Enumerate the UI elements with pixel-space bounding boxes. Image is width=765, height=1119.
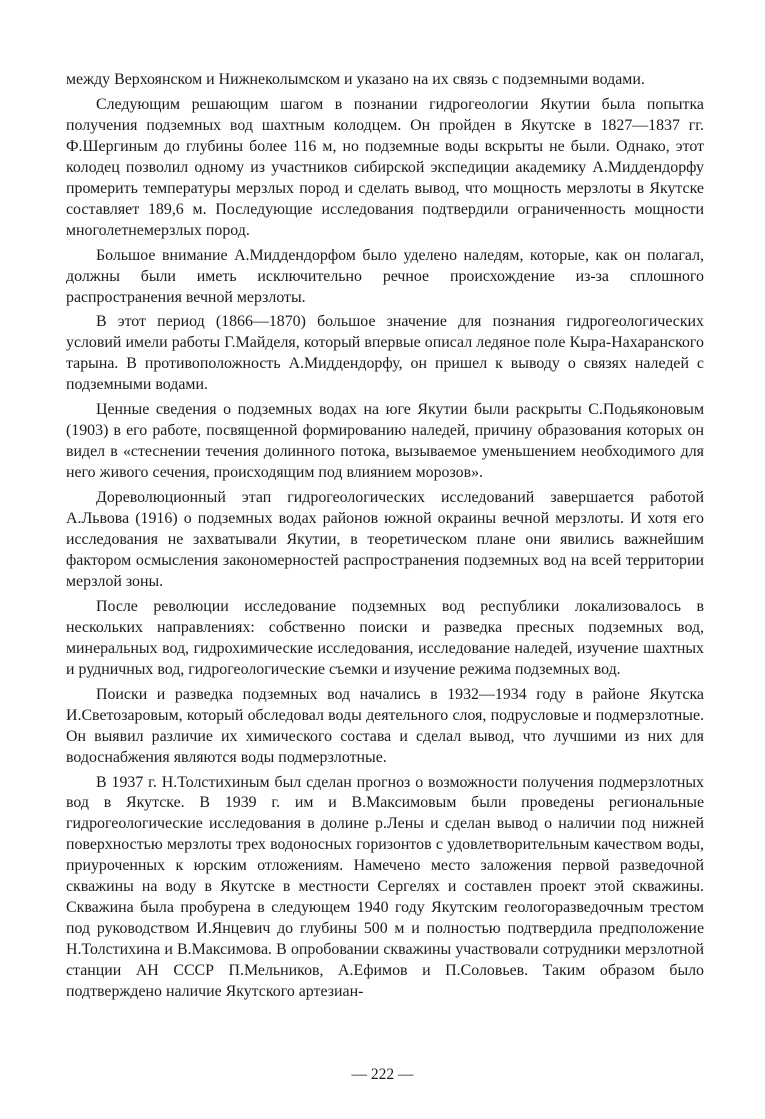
paragraph: После революции исследование подземных вод республики локализовалось в нескольких направлениях: собственно поиски и разведка пресных подземных вод, минеральных вод, гидрохимические исследования, исследование наледей, изучение шахтных и рудничных вод, гидрогеологические съемки и изучение режима подземных вод.	[66, 597, 704, 678]
paragraph: Следующим решающим шагом в познании гидрогеологии Якутии была попытка получения подземных вод шахтным колодцем. Он пройден в Якутске в 1827—1837 гг. Ф.Шергиным до глубины более 116 м, но подземные воды вскрыты не были. Однако, этот колодец позволил одному из участников сибирской экспедиции академику А.Миддендорфу промерить температуры мерзлых пород и сделать вывод, что мощность мерзлоты в Якутске составляет 189,6 м. Последующие исследования подтвердили ограниченность мощности многолетнемерзлых пород.	[66, 95, 704, 239]
paragraph-continuation: между Верхоянском и Нижнеколымском и указано на их связь с подземными водами.	[66, 71, 645, 88]
page-body	[66, 70, 704, 1007]
paragraph: Ценные сведения о подземных водах на юге Якутии были раскрыты С.Подьяконовым (1903) в его работе, посвященной формированию наледей, причину образования которых он видел в «стеснении течения долинного потока, вызываемое уменьшением необходимого для него живого сечения, происходящим под влиянием морозов».	[66, 401, 704, 482]
page-number: — 222 —	[351, 1066, 414, 1083]
paragraph: В этот период (1866—1870) большое значение для познания гидрогеологических условий имели работы Г.Майделя, который впервые описал ледяное поле Кыра-Нахаранского тарына. В противоположность А.Миддендорфу, он пришел к выводу о связях наледей с подземными водами.	[66, 313, 704, 394]
paragraph: Поиски и разведка подземных вод начались в 1932—1934 году в районе Якутска И.Светозаровым, который обследовал воды деятельного слоя, подрусловые и подмерзлотные. Он выявил различие их химического состава и сделал вывод, что лучшими из них для водоснабжения являются воды подмерзлотные.	[66, 685, 704, 766]
paragraph: В 1937 г. Н.Толстихиным был сделан прогноз о возможности получения подмерзлотных вод в Якутске. В 1939 г. им и В.Максимовым были проведены региональные гидрогеологические исследования в долине р.Лены и сделан вывод о наличии под нижней поверхностью мерзлоты трех водоносных горизонтов с удовлетворительным качеством воды, приуроченных к юрским отложениям. Намечено место заложения первой разведочной скважины на воду в Якутске в местности Сергелях и составлен проект этой скважины. Скважина была пробурена в следующем 1940 году Якутским геологоразведочным трестом под руководством И.Янцевич до глубины 500 м и полностью подтвердила предположение Н.Толстихина и В.Максимова. В опробовании скважины участвовали сотрудники мерзлотной станции АН СССР П.Мельников, А.Ефимов и П.Соловьев. Таким образом было подтверждено наличие Якутского артезиан-	[66, 773, 704, 1001]
paragraph: Дореволюционный этап гидрогеологических исследований завершается работой А.Львова (1916) о подземных водах районов южной окраины вечной мерзлоты. И хотя его исследования не захватывали Якутии, в теоретическом плане они явились важнейшим фактором осмысления закономерностей распространения подземных вод на всей территории мерзлой зоны.	[66, 489, 704, 590]
paragraph: Большое внимание А.Миддендорфом было уделено наледям, которые, как он полагал, должны были иметь исключительно речное происхождение из-за сплошного распространения вечной мерзлоты.	[66, 246, 704, 306]
